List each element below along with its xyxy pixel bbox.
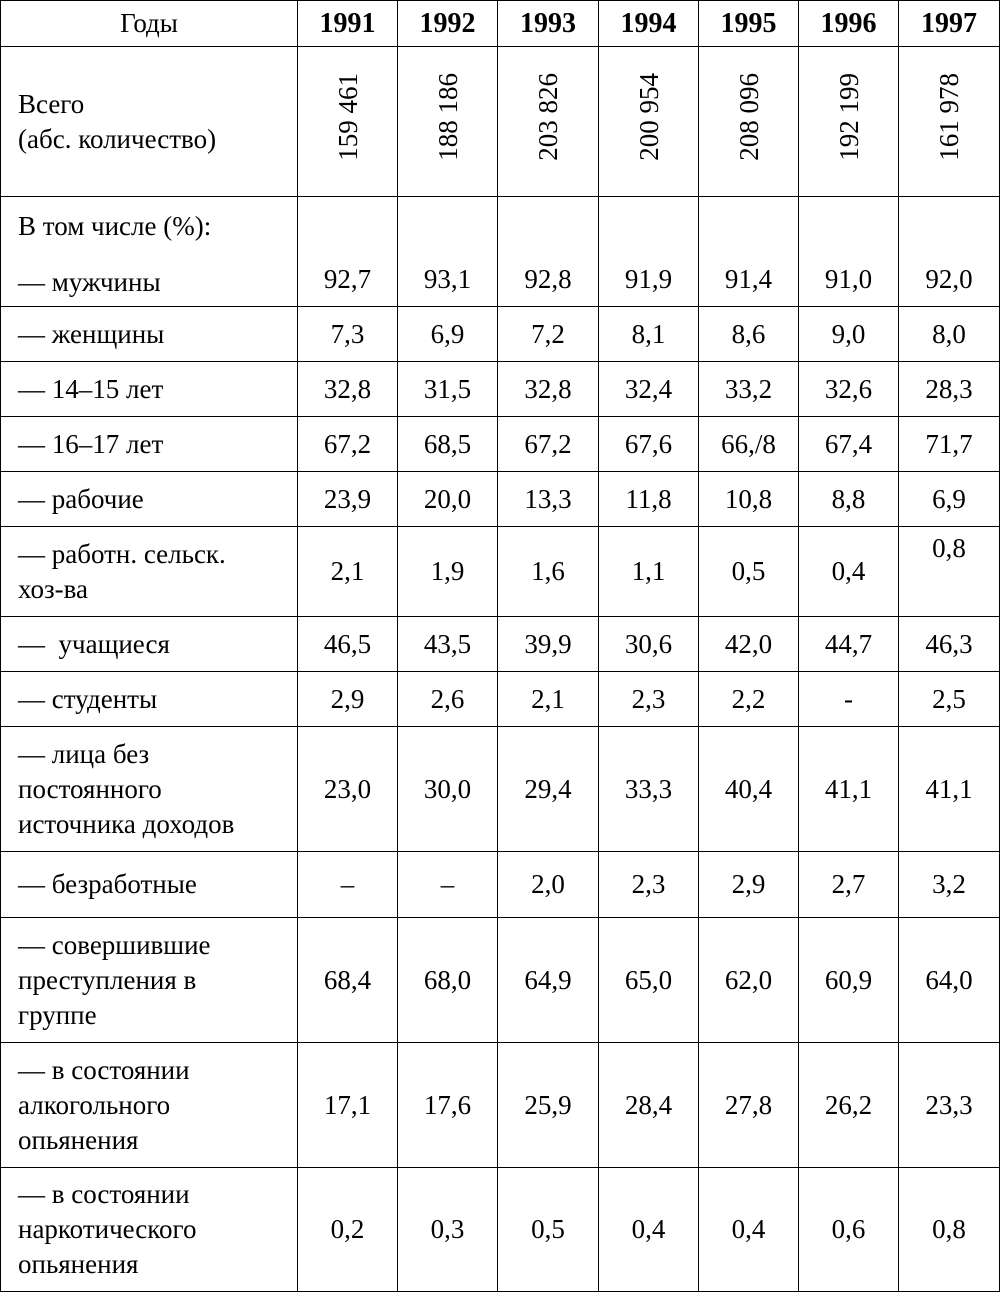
year-header: 1992 [398,1,498,47]
row-label-line: преступления в [18,964,197,995]
value-cell: 92,7 [298,197,398,307]
value-cell: 0,4 [599,1168,699,1292]
value-cell: 67,2 [498,417,599,472]
value-cell: 23,9 [298,472,398,527]
value-cell: 28,3 [899,362,1000,417]
value-cell: 10,8 [699,472,799,527]
value-cell: 1,1 [599,527,699,617]
row-label [1,727,298,852]
value-cell: 2,3 [599,852,699,918]
total-value: 200 954 [633,73,664,161]
value-cell: 2,5 [899,672,1000,727]
year-header: 1994 [599,1,699,47]
value-cell: 67,4 [799,417,899,472]
row-label: — женщины [1,307,298,362]
value-cell: 0,5 [498,1168,599,1292]
value-cell: 44,7 [799,617,899,672]
table-row [1,1043,1000,1168]
total-cell [298,47,398,197]
value-cell: 66,/8 [699,417,799,472]
value-cell: 43,5 [398,617,498,672]
year-header: 1997 [899,1,1000,47]
year-header: 1995 [699,1,799,47]
value-cell: 42,0 [699,617,799,672]
row-label-line: — в состоянии [18,1179,190,1209]
value-cell: 93,1 [398,197,498,307]
value-cell: 0,5 [699,527,799,617]
value-cell: 71,7 [899,417,1000,472]
table-row [1,472,1000,527]
row-label: — 16–17 лет [1,417,298,472]
total-cell [398,47,498,197]
value-cell: 8,6 [699,307,799,362]
total-cell [699,47,799,197]
value-cell: 23,3 [899,1043,1000,1168]
value-cell: 8,1 [599,307,699,362]
value-cell: 67,6 [599,417,699,472]
row-label-line: — лица без [18,738,150,769]
row-label [1,527,298,617]
value-cell: 2,2 [699,672,799,727]
header-row [1,1,1000,47]
value-cell: 33,3 [599,727,699,852]
value-cell: 62,0 [699,918,799,1043]
value-cell: 2,6 [398,672,498,727]
total-value: 203 826 [533,73,563,161]
row-label-line: опьянения [18,1124,139,1155]
value-cell: 6,9 [899,472,1000,527]
row-label [1,197,298,307]
value-cell: 91,9 [599,197,699,307]
row-label-line: — совершившие [18,929,211,960]
value-cell: 8,8 [799,472,899,527]
value-cell: 32,4 [599,362,699,417]
row-label [1,1043,298,1168]
table-row [1,362,1000,417]
value-cell: 60,9 [799,918,899,1043]
value-cell: 17,1 [298,1043,398,1168]
value-cell: 68,0 [398,918,498,1043]
value-cell: 46,3 [899,617,1000,672]
value-cell: 2,7 [799,852,899,918]
row-label [1,918,298,1043]
year-header: 1996 [799,1,899,47]
total-value: 192 199 [833,73,864,161]
row-label-line: постоянного [18,773,162,804]
value-cell: 1,6 [498,527,599,617]
table-row [1,727,1000,852]
total-label-line: Всего [18,88,85,119]
value-cell: 68,5 [398,417,498,472]
header-label: Годы [1,1,298,47]
value-cell: 32,8 [498,362,599,417]
value-cell: 92,8 [498,197,599,307]
row-label-line: — работн. сельск. [18,538,226,569]
row-label-line: группе [18,999,97,1030]
value-cell: 9,0 [799,307,899,362]
value-cell: 1,9 [398,527,498,617]
table-row [1,197,1000,307]
value-cell: 2,1 [498,672,599,727]
row-label-line: источника доходов [18,808,235,839]
value-cell: 33,2 [699,362,799,417]
total-row [1,47,1000,197]
value-cell: 41,1 [899,727,1000,852]
value-cell: 30,0 [398,727,498,852]
year-header: 1993 [498,1,599,47]
total-label [1,47,298,197]
value-cell: 0,8 [899,527,1000,617]
row-label-line: наркотического [18,1214,197,1244]
total-value: 161 978 [934,73,964,161]
value-cell: 26,2 [799,1043,899,1168]
row-label-line: опьянения [18,1249,139,1279]
total-cell [899,47,1000,197]
value-cell: 2,9 [298,672,398,727]
value-cell: 39,9 [498,617,599,672]
value-cell: 32,8 [298,362,398,417]
row-label-line: алкогольного [18,1089,171,1120]
value-cell: 2,9 [699,852,799,918]
value-cell: 7,2 [498,307,599,362]
row-label: — студенты [1,672,298,727]
table-row [1,417,1000,472]
total-cell [799,47,899,197]
value-cell: 0,8 [899,1168,1000,1292]
total-cell [599,47,699,197]
value-cell: 23,0 [298,727,398,852]
value-cell: 25,9 [498,1043,599,1168]
total-value: 208 096 [733,73,764,161]
value-cell: 91,4 [699,197,799,307]
table-row [1,617,1000,672]
row-label: — 14–15 лет [1,362,298,417]
row-label-line: хоз-ва [18,573,89,604]
value-cell: - [799,672,899,727]
value-cell: 91,0 [799,197,899,307]
value-cell: 92,0 [899,197,1000,307]
value-cell: 17,6 [398,1043,498,1168]
value-cell: 2,0 [498,852,599,918]
value-cell: 8,0 [899,307,1000,362]
table-row [1,527,1000,617]
subheading: В том числе (%): [18,211,212,241]
value-cell: 6,9 [398,307,498,362]
value-cell: 64,9 [498,918,599,1043]
value-cell: 67,2 [298,417,398,472]
value-cell: 46,5 [298,617,398,672]
total-value: 188 186 [432,73,463,161]
value-cell: 41,1 [799,727,899,852]
row-label: — рабочие [1,472,298,527]
total-label-line: (абс. количество) [18,123,217,154]
value-cell: 65,0 [599,918,699,1043]
table-row [1,1168,1000,1292]
table-row [1,918,1000,1043]
value-cell: 2,1 [298,527,398,617]
total-value: 159 461 [332,73,363,161]
value-cell: 28,4 [599,1043,699,1168]
value-cell: 0,6 [799,1168,899,1292]
value-cell: 29,4 [498,727,599,852]
value-cell: 0,4 [799,527,899,617]
value-cell: 30,6 [599,617,699,672]
row-label-line: — в состоянии [18,1054,190,1085]
value-cell: 0,2 [298,1168,398,1292]
value-cell: 20,0 [398,472,498,527]
value-cell: 64,0 [899,918,1000,1043]
value-cell: 27,8 [699,1043,799,1168]
year-header: 1991 [298,1,398,47]
table-row [1,852,1000,918]
value-cell: – [398,852,498,918]
value-cell: 2,3 [599,672,699,727]
value-cell: 0,3 [398,1168,498,1292]
total-cell [498,47,599,197]
value-cell: 68,4 [298,918,398,1043]
table-row [1,307,1000,362]
row-label: — учащиеся [1,617,298,672]
value-cell: – [298,852,398,918]
value-cell: 11,8 [599,472,699,527]
value-cell: 7,3 [298,307,398,362]
value-cell: 31,5 [398,362,498,417]
value-cell: 40,4 [699,727,799,852]
value-cell: 0,4 [699,1168,799,1292]
row-label: — безработные [1,852,298,918]
row-label [1,1168,298,1292]
row-label-line: — мужчины [18,267,161,297]
value-cell: 13,3 [498,472,599,527]
value-cell: 3,2 [899,852,1000,918]
table-row [1,672,1000,727]
value-cell: 32,6 [799,362,899,417]
